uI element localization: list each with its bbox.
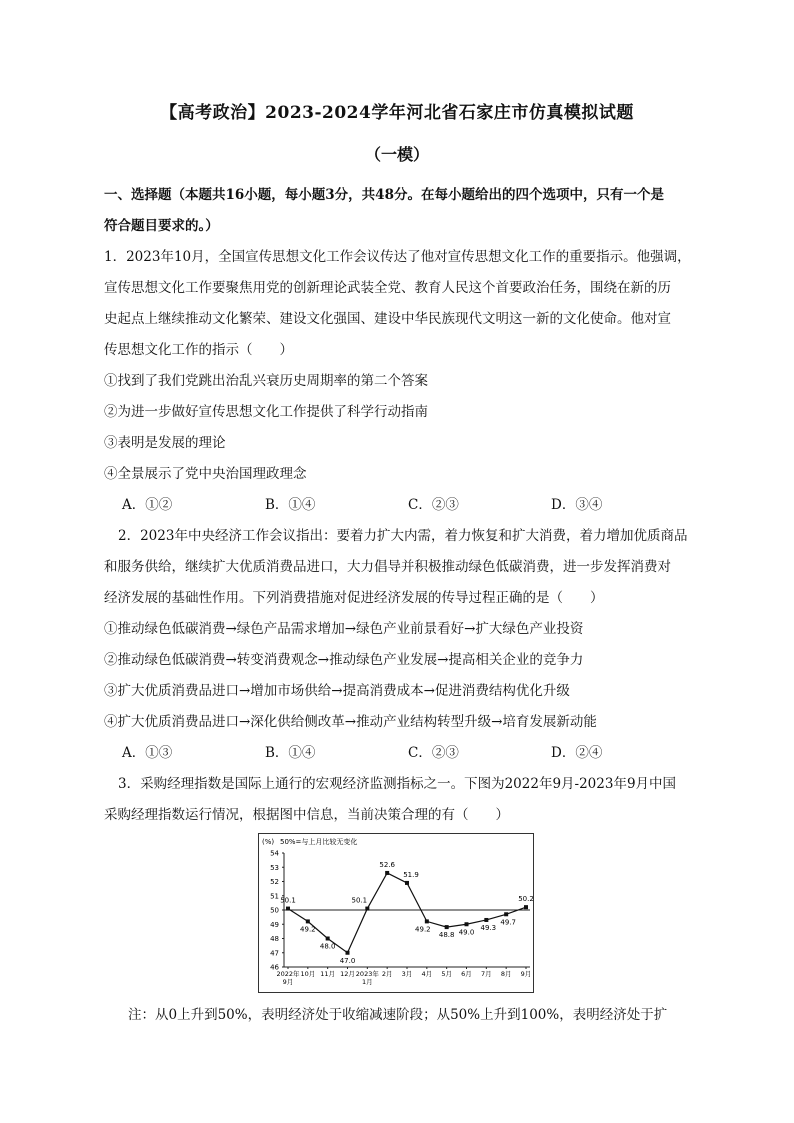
- statement-item: ②推动绿色低碳消费→转变消费观念→推动绿色产业发展→提高相关企业的竞争力: [104, 652, 584, 668]
- y-tick-label: 48: [270, 935, 279, 943]
- chart-title: 50%=与上月比较无变化: [280, 838, 358, 846]
- data-point: [346, 951, 350, 955]
- y-tick-label: 51: [270, 892, 279, 901]
- statement-item: ③扩大优质消费品进口→增加市场供给→提高消费成本→促进消费结构优化升级: [104, 683, 570, 699]
- y-tick-label: 53: [270, 863, 279, 872]
- x-tick-label: 1月: [362, 978, 373, 986]
- chart-frame: [259, 834, 534, 993]
- section-heading: 一、选择题（本题共16小题，每小题3分，共48分。在每小题给出的四个选项中，只有一个是: [104, 187, 664, 203]
- data-point: [425, 919, 429, 923]
- exam-content: [104, 180, 694, 831]
- data-label: 52.6: [379, 860, 395, 869]
- data-label: 48.8: [438, 931, 455, 940]
- data-label: 50.1: [351, 896, 368, 905]
- x-tick-label: 7月: [481, 970, 492, 978]
- statement-item: ②为进一步做好宣传思想文化工作提供了科学行动指南: [104, 404, 428, 420]
- data-label: 47.0: [339, 956, 356, 965]
- x-tick-label: 2023年: [355, 970, 379, 978]
- x-tick-label: 4月: [421, 970, 433, 978]
- y-tick-label: 47: [270, 949, 279, 958]
- statement-item: ④全景展示了党中央治国理政理念: [104, 466, 307, 482]
- data-label: 49.2: [415, 925, 431, 934]
- page-title: 【高考政治】2023-2024学年河北省石家庄市仿真模拟试题: [160, 103, 634, 123]
- question-1: [104, 242, 694, 521]
- question-text: 采购经理指数运行情况，根据图中信息，当前决策合理的有（ ）: [104, 807, 509, 823]
- page-subtitle: （一模）: [364, 145, 429, 164]
- option-b[interactable]: B．①④: [265, 497, 316, 513]
- option-d[interactable]: D．③④: [551, 497, 603, 513]
- x-tick-label: 6月: [461, 970, 472, 978]
- x-tick-label: 9月: [282, 978, 294, 986]
- data-point: [484, 918, 488, 922]
- data-point: [365, 907, 369, 911]
- statement-item: ①推动绿色低碳消费→绿色产品需求增加→绿色产业前景看好→扩大绿色产业投资: [104, 621, 584, 637]
- chart-ylabel: (%): [262, 838, 275, 846]
- pmi-chart: [258, 833, 534, 993]
- data-label: 49.7: [500, 918, 516, 927]
- question-text: 史起点上继续推动文化繁荣、建设文化强国、建设中华民族现代文明这一新的文化使命。他对宣: [104, 311, 671, 327]
- question-text: 1．2023年10月，全国宣传思想文化工作会议传达了他对宣传思想文化工作的重要指示。他强调，: [104, 249, 691, 265]
- statement-item: ③表明是发展的理论: [104, 435, 226, 451]
- statement-item: ④扩大优质消费品进口→深化供给侧改革→推动产业结构转型升级→培育发展新动能: [104, 714, 597, 730]
- question-text: 传思想文化工作的指示（ ）: [104, 342, 293, 358]
- option-a[interactable]: A．①③: [122, 745, 173, 761]
- answer-options: [104, 738, 694, 769]
- y-tick-label: 46: [270, 963, 279, 972]
- data-label: 49.0: [458, 928, 475, 937]
- option-d[interactable]: D．②④: [551, 745, 603, 761]
- data-point: [385, 871, 389, 875]
- option-c[interactable]: C．②③: [408, 745, 459, 761]
- data-point: [524, 905, 528, 909]
- data-point: [326, 937, 330, 941]
- question-text: 2．2023年中央经济工作会议指出：要着力扩大内需，着力恢复和扩大消费，着力增加优质商品: [118, 528, 688, 544]
- x-tick-label: 3月: [401, 970, 413, 978]
- x-tick-label: 10月: [300, 970, 316, 978]
- chart-note: 注：从0上升到50%，表明经济处于收缩减速阶段；从50%上升到100%，表明经济处于扩: [128, 1007, 668, 1023]
- data-point: [445, 925, 449, 929]
- data-point: [306, 919, 310, 923]
- x-tick-label: 11月: [320, 970, 336, 978]
- x-tick-label: 5月: [441, 970, 452, 978]
- data-label: 49.2: [300, 925, 316, 934]
- question-text: 3．采购经理指数是国际上通行的宏观经济监测指标之一。下图为2022年9月-2023年9月中国: [118, 776, 677, 792]
- question-text: 宣传思想文化工作要聚焦用党的创新理论武装全党、教育人民这个首要政治任务，围绕在新的历: [104, 280, 671, 296]
- data-point: [504, 912, 508, 916]
- y-tick-label: 50: [270, 906, 279, 915]
- data-point: [405, 881, 409, 885]
- data-label: 49.3: [480, 923, 497, 932]
- data-label: 50.2: [518, 895, 534, 904]
- option-a[interactable]: A．①②: [122, 497, 173, 513]
- question-text: 和服务供给，继续扩大优质消费品进口，大力倡导并积极推动绿色低碳消费，进一步发挥消费对: [104, 559, 671, 575]
- section-heading-cont: 符合题目要求的。）: [104, 218, 219, 234]
- option-b[interactable]: B．①④: [265, 745, 316, 761]
- x-tick-label: 2月: [381, 970, 393, 978]
- question-2: [104, 521, 694, 769]
- data-point: [286, 907, 290, 911]
- x-tick-label: 8月: [500, 970, 512, 978]
- answer-options: [104, 490, 694, 521]
- statement-item: ①找到了我们党跳出治乱兴衰历史周期率的第二个答案: [104, 373, 428, 389]
- data-label: 51.9: [403, 870, 419, 879]
- y-tick-label: 54: [270, 849, 279, 858]
- data-point: [465, 922, 469, 926]
- x-tick-label: 2022年: [276, 970, 300, 978]
- data-label: 48.0: [319, 942, 336, 951]
- y-tick-label: 52: [270, 878, 279, 886]
- option-c[interactable]: C．②③: [408, 497, 459, 513]
- question-3: [104, 769, 694, 831]
- y-tick-label: 49: [270, 920, 279, 929]
- pmi-chart-svg: [258, 833, 534, 993]
- x-tick-label: 12月: [340, 970, 355, 978]
- x-tick-label: 9月: [520, 970, 532, 978]
- data-label: 50.1: [280, 896, 296, 905]
- question-text: 经济发展的基础性作用。下列消费措施对促进经济发展的传导过程正确的是（ ）: [104, 590, 604, 606]
